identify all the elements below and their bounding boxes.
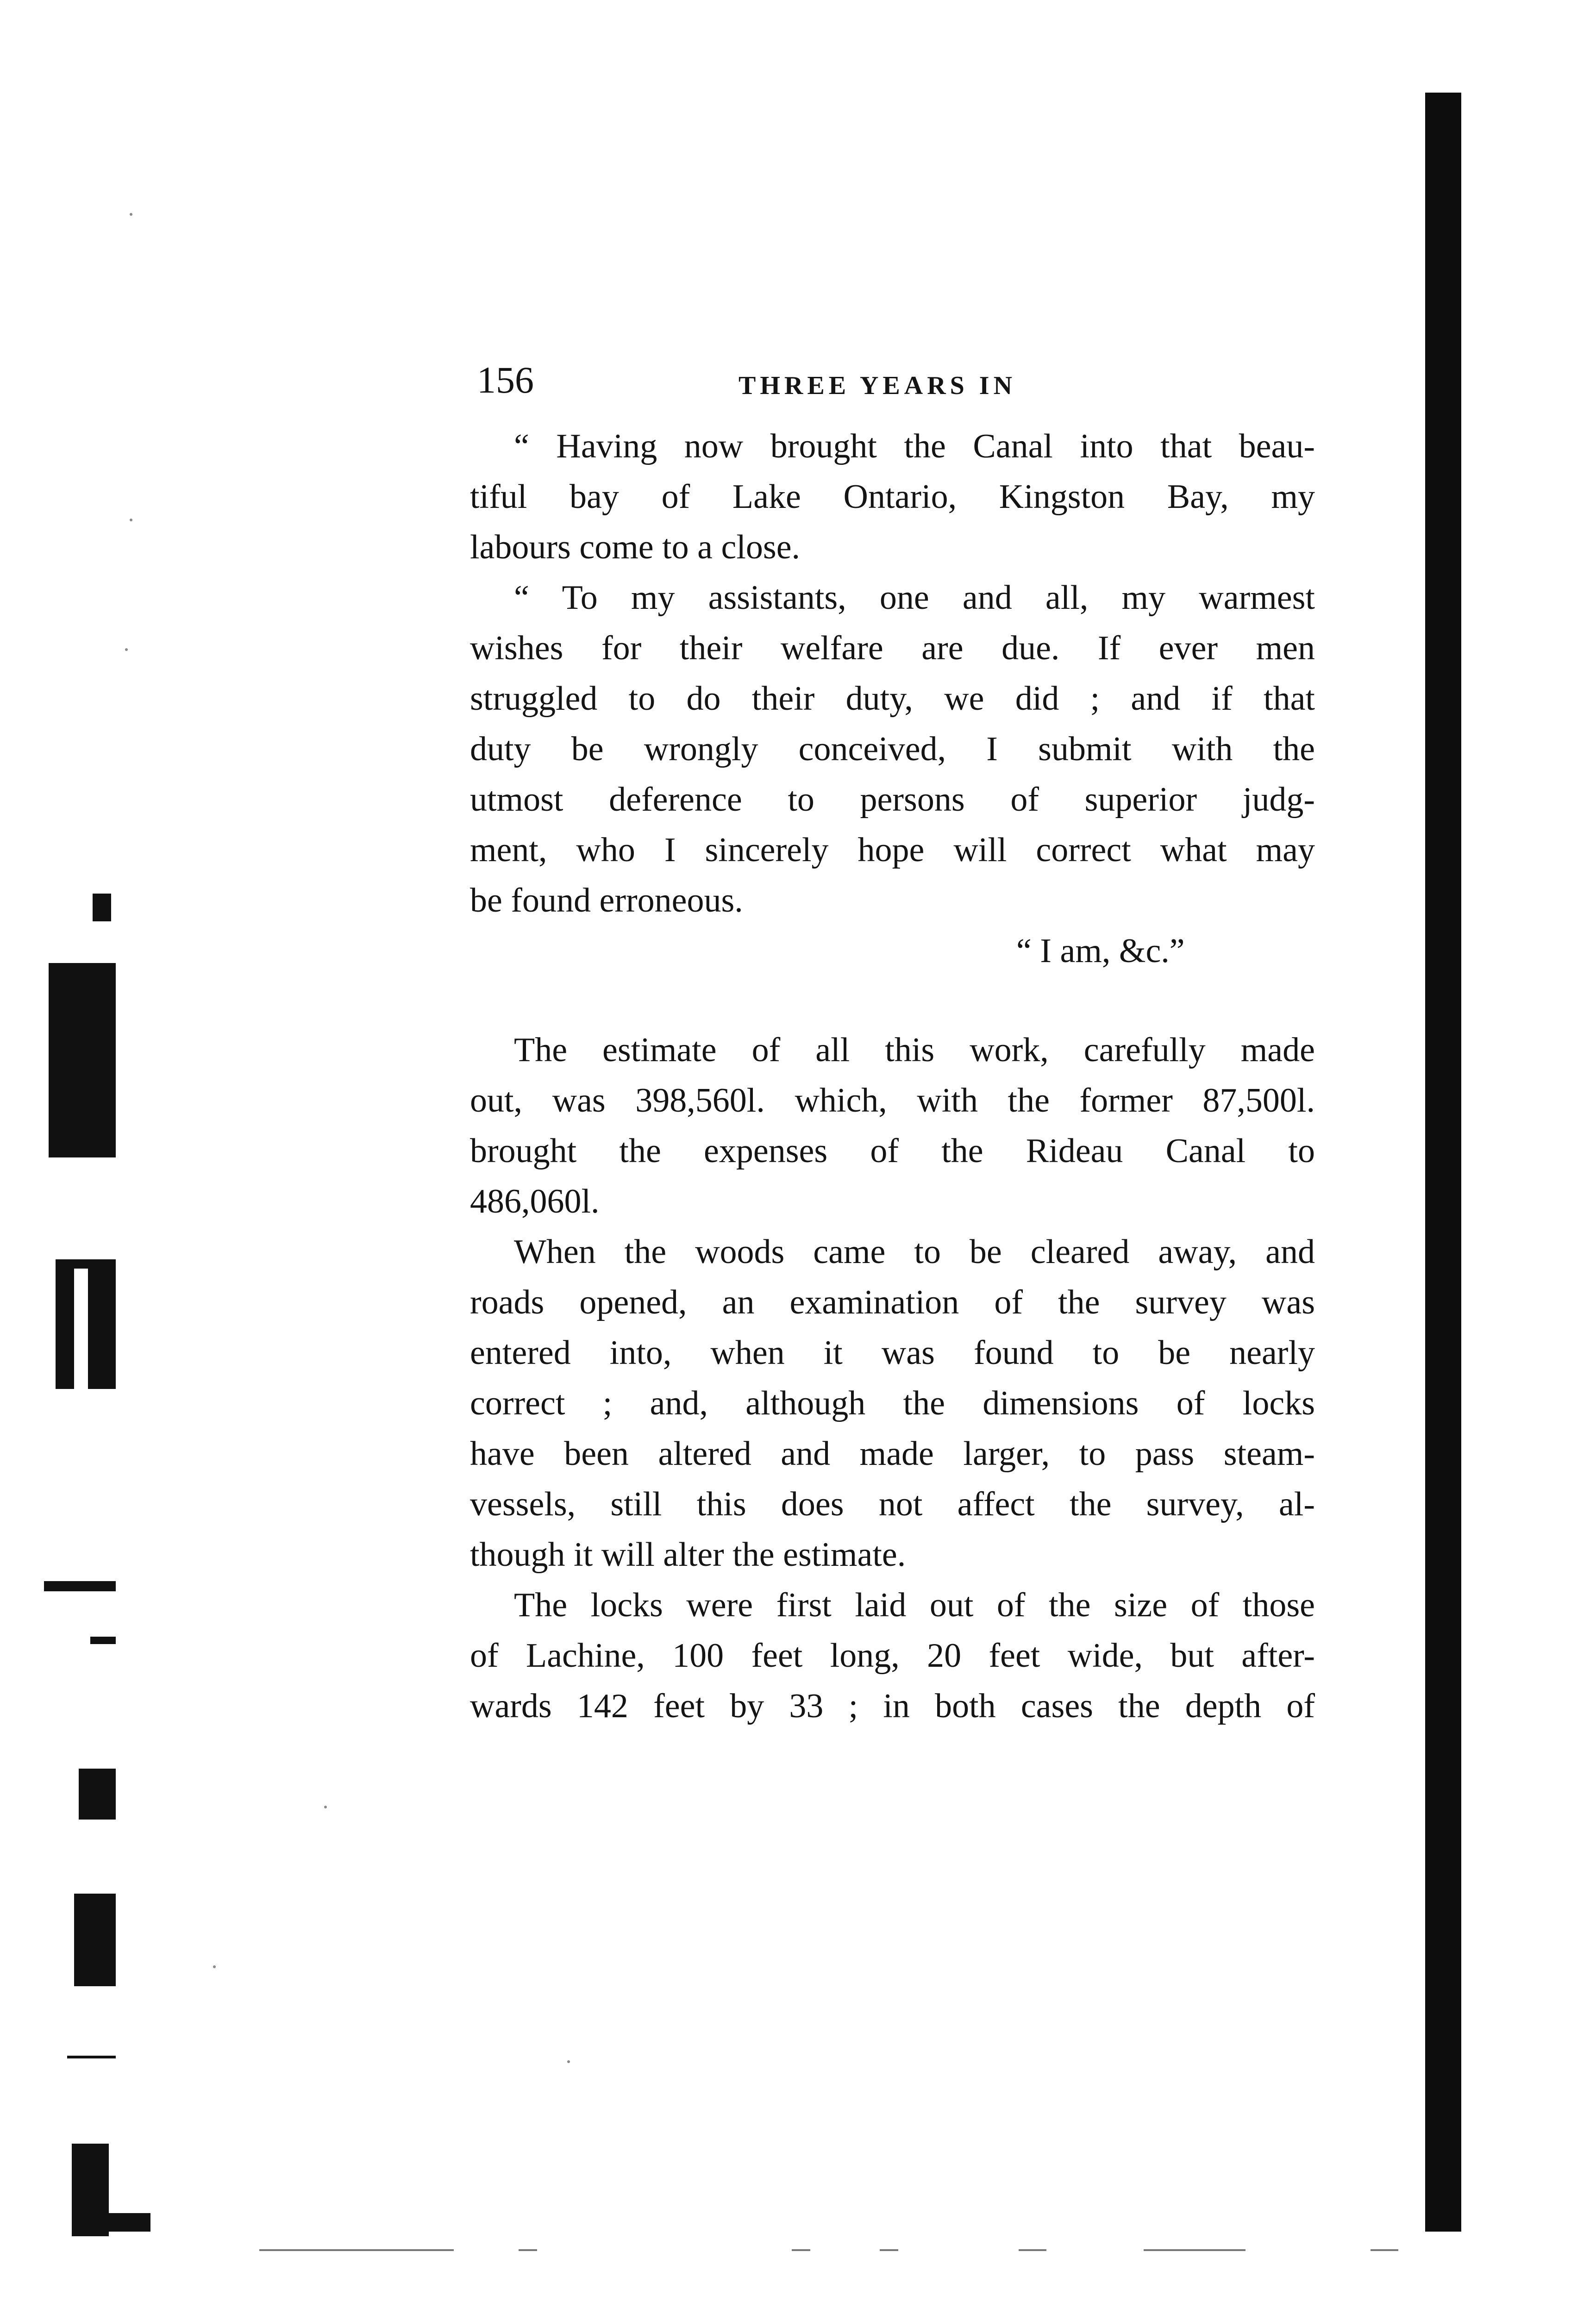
gutter-mark xyxy=(93,894,111,921)
text-line: wards 142 feet by 33 ; in both cases the depth of xyxy=(470,1687,1315,1725)
scan-bottom-line xyxy=(1144,2249,1246,2251)
text-line: When the woods came to be cleared away, and xyxy=(514,1233,1315,1271)
running-head: THREE YEARS IN xyxy=(739,371,1017,400)
text-line: wishes for their welfare are due. If ever men xyxy=(470,629,1315,667)
text-line: entered into, when it was found to be nearly xyxy=(470,1334,1315,1372)
page-text xyxy=(470,352,1315,1732)
scan-edge-bar xyxy=(1425,93,1461,2232)
gutter-mark xyxy=(67,2056,116,2058)
text-line: correct ; and, although the dimensions of locks xyxy=(470,1384,1315,1422)
paragraph-gap xyxy=(470,976,1315,1025)
text-line: labours come to a close. xyxy=(470,528,801,566)
text-line: brought the expenses of the Rideau Canal to xyxy=(470,1132,1315,1170)
gutter-mark xyxy=(104,2213,150,2232)
text-line: “ I am, &c.” xyxy=(1016,932,1185,970)
gutter-mark xyxy=(90,1637,116,1644)
gutter-mark xyxy=(79,1769,116,1820)
scan-bottom-line xyxy=(259,2249,454,2251)
text-line: tiful bay of Lake Ontario, Kingston Bay, my xyxy=(470,478,1315,516)
text-line: roads opened, an examination of the survey was xyxy=(470,1283,1315,1321)
text-line: “ Having now brought the Canal into that beau- xyxy=(514,427,1315,465)
text-line: have been altered and made larger, to pass steam- xyxy=(470,1435,1315,1473)
scan-bottom-line xyxy=(519,2249,537,2251)
text-line: of Lachine, 100 feet long, 20 feet wide, but after- xyxy=(470,1637,1315,1675)
gutter-mark xyxy=(74,1894,116,1986)
scan-speck xyxy=(213,1965,216,1968)
text-line: 486,060l. xyxy=(470,1182,600,1220)
text-line: “ To my assistants, one and all, my warmest xyxy=(514,579,1315,617)
paragraph xyxy=(470,1580,1315,1732)
scan-speck xyxy=(125,648,128,651)
paragraph xyxy=(470,1227,1315,1580)
scan-speck xyxy=(324,1806,327,1808)
text-line: be found erroneous. xyxy=(470,882,743,919)
page-number: 156 xyxy=(477,359,534,401)
gutter-mark xyxy=(74,1269,88,1389)
text-line: out, was 398,560l. which, with the former 87,500l. xyxy=(470,1082,1315,1120)
gutter-mark xyxy=(72,2144,109,2236)
text-line: utmost deference to persons of superior judg- xyxy=(470,781,1315,819)
scan-bottom-line xyxy=(1019,2249,1046,2251)
scan-speck xyxy=(130,213,132,216)
text-line: vessels, still this does not affect the survey, al- xyxy=(470,1485,1315,1523)
text-line: The estimate of all this work, carefully made xyxy=(514,1031,1315,1069)
text-line: struggled to do their duty, we did ; and if that xyxy=(470,680,1315,718)
scan-speck xyxy=(130,519,132,521)
paragraph xyxy=(470,573,1315,926)
text-line: ment, who I sincerely hope will correct what may xyxy=(470,831,1315,869)
gutter-mark xyxy=(44,1581,116,1591)
scan-speck xyxy=(567,2060,570,2063)
paragraph xyxy=(470,1025,1315,1227)
scan-bottom-line xyxy=(880,2249,898,2251)
text-line: The locks were first laid out of the size of those xyxy=(514,1586,1315,1624)
paragraph xyxy=(470,421,1315,573)
scan-bottom-line xyxy=(792,2249,810,2251)
page-header xyxy=(470,352,1315,421)
text-line: duty be wrongly conceived, I submit with the xyxy=(470,730,1315,768)
scan-bottom-line xyxy=(1371,2249,1398,2251)
gutter-mark xyxy=(49,963,116,1157)
signoff xyxy=(470,926,1315,976)
text-line: though it will alter the estimate. xyxy=(470,1536,906,1574)
